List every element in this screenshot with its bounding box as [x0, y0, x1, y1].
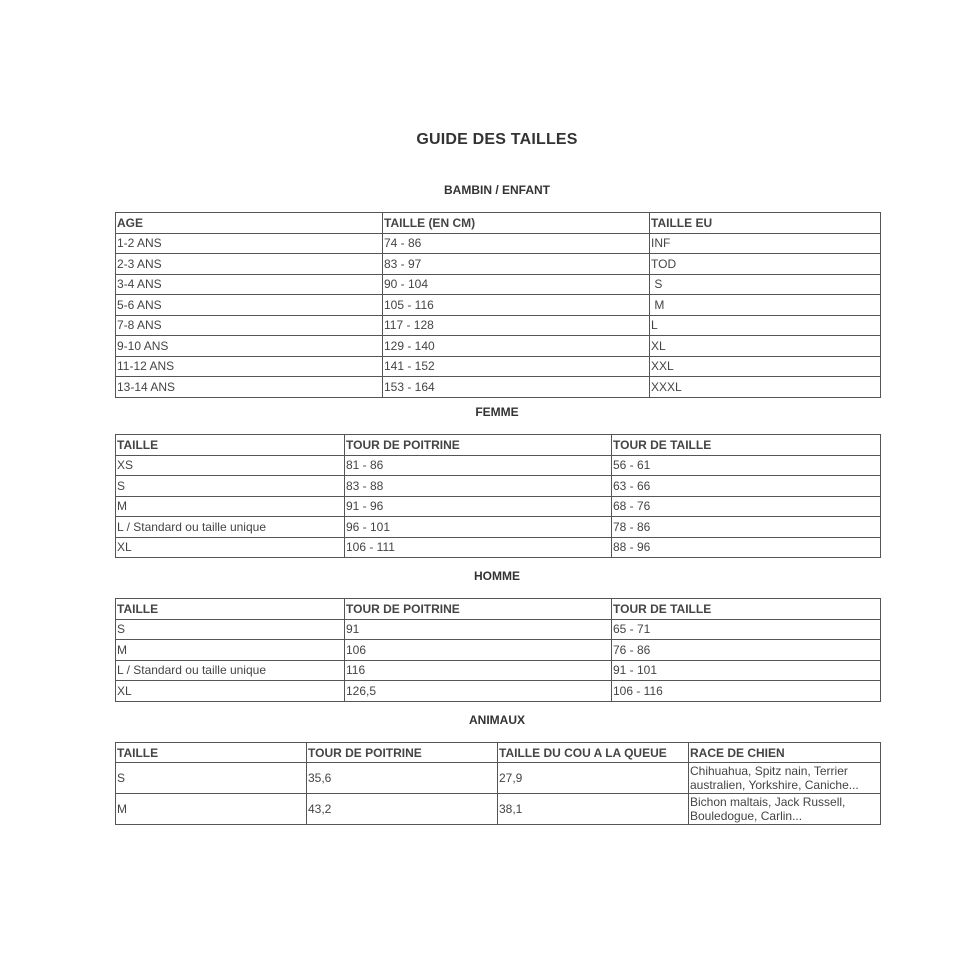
table-animaux	[115, 742, 881, 825]
cell: 88 - 96	[612, 537, 881, 558]
header-tour-de-taille: TOUR DE TAILLE	[612, 435, 881, 456]
cell: 76 - 86	[612, 640, 881, 661]
cell: 96 - 101	[345, 517, 612, 538]
cell: 141 - 152	[383, 356, 650, 377]
cell: 35,6	[307, 763, 498, 794]
cell: M	[650, 295, 881, 316]
cell: M	[116, 496, 345, 517]
cell: 105 - 116	[383, 295, 650, 316]
cell: 2-3 ANS	[116, 254, 383, 275]
table-row	[116, 315, 881, 336]
cell: 90 - 104	[383, 274, 650, 295]
header-tour-de-poitrine: TOUR DE POITRINE	[345, 599, 612, 620]
table-row	[116, 496, 881, 517]
table-header-row	[116, 213, 881, 234]
table-row	[116, 763, 881, 794]
cell: 38,1	[498, 794, 689, 825]
cell: XS	[116, 455, 345, 476]
header-age: AGE	[116, 213, 383, 234]
cell: 13-14 ANS	[116, 377, 383, 398]
cell: Bichon maltais, Jack Russell, Bouledogue, Carlin...	[689, 794, 881, 825]
cell: Chihuahua, Spitz nain, Terrier australien, Yorkshire, Caniche...	[689, 763, 881, 794]
table-row	[116, 794, 881, 825]
table-row	[116, 619, 881, 640]
cell: L / Standard ou taille unique	[116, 660, 345, 681]
cell: 106 - 111	[345, 537, 612, 558]
table-row	[116, 537, 881, 558]
table-header-row	[116, 743, 881, 763]
section-title-animaux: ANIMAUX	[469, 713, 525, 727]
cell: XL	[116, 681, 345, 702]
table-row	[116, 517, 881, 538]
cell: 43,2	[307, 794, 498, 825]
section-title-homme: HOMME	[474, 569, 520, 583]
cell: 83 - 97	[383, 254, 650, 275]
cell: 81 - 86	[345, 455, 612, 476]
cell: XL	[650, 336, 881, 357]
cell: 9-10 ANS	[116, 336, 383, 357]
table-row	[116, 476, 881, 497]
cell: M	[116, 640, 345, 661]
table-enfant	[115, 212, 881, 398]
cell: S	[116, 476, 345, 497]
table-row	[116, 640, 881, 661]
table-row	[116, 233, 881, 254]
header-tour-de-taille: TOUR DE TAILLE	[612, 599, 881, 620]
cell: 68 - 76	[612, 496, 881, 517]
cell: 56 - 61	[612, 455, 881, 476]
table-row	[116, 681, 881, 702]
cell: S	[650, 274, 881, 295]
cell: XXL	[650, 356, 881, 377]
header-taille-eu: TAILLE EU	[650, 213, 881, 234]
section-title-enfant: BAMBIN / ENFANT	[444, 183, 550, 197]
header-race-de-chien: RACE DE CHIEN	[689, 743, 881, 763]
cell: 27,9	[498, 763, 689, 794]
cell: L	[650, 315, 881, 336]
cell: XXXL	[650, 377, 881, 398]
cell: 129 - 140	[383, 336, 650, 357]
cell: 83 - 88	[345, 476, 612, 497]
table-header-row	[116, 435, 881, 456]
cell: S	[116, 763, 307, 794]
cell: TOD	[650, 254, 881, 275]
cell: 5-6 ANS	[116, 295, 383, 316]
table-row	[116, 295, 881, 316]
cell: INF	[650, 233, 881, 254]
table-row	[116, 274, 881, 295]
cell: 63 - 66	[612, 476, 881, 497]
table-row	[116, 254, 881, 275]
cell: 106 - 116	[612, 681, 881, 702]
table-header-row	[116, 599, 881, 620]
cell: 91	[345, 619, 612, 640]
cell: 116	[345, 660, 612, 681]
table-row	[116, 356, 881, 377]
table-row	[116, 455, 881, 476]
page-title: GUIDE DES TAILLES	[416, 131, 578, 148]
cell: 117 - 128	[383, 315, 650, 336]
cell: L / Standard ou taille unique	[116, 517, 345, 538]
table-femme	[115, 434, 881, 558]
cell: 65 - 71	[612, 619, 881, 640]
table-row	[116, 377, 881, 398]
header-taille-cm: TAILLE (EN CM)	[383, 213, 650, 234]
cell: 153 - 164	[383, 377, 650, 398]
cell: 91 - 96	[345, 496, 612, 517]
cell: 126,5	[345, 681, 612, 702]
header-taille-cou-queue: TAILLE DU COU A LA QUEUE	[498, 743, 689, 763]
cell: 3-4 ANS	[116, 274, 383, 295]
header-taille: TAILLE	[116, 435, 345, 456]
cell: M	[116, 794, 307, 825]
cell: 74 - 86	[383, 233, 650, 254]
cell: 11-12 ANS	[116, 356, 383, 377]
cell: 106	[345, 640, 612, 661]
header-taille: TAILLE	[116, 599, 345, 620]
table-row	[116, 336, 881, 357]
section-title-femme: FEMME	[475, 405, 519, 419]
cell: XL	[116, 537, 345, 558]
header-taille: TAILLE	[116, 743, 307, 763]
header-tour-de-poitrine: TOUR DE POITRINE	[345, 435, 612, 456]
cell: S	[116, 619, 345, 640]
cell: 78 - 86	[612, 517, 881, 538]
cell: 7-8 ANS	[116, 315, 383, 336]
table-row	[116, 660, 881, 681]
table-homme	[115, 598, 881, 702]
header-tour-de-poitrine: TOUR DE POITRINE	[307, 743, 498, 763]
cell: 1-2 ANS	[116, 233, 383, 254]
cell: 91 - 101	[612, 660, 881, 681]
